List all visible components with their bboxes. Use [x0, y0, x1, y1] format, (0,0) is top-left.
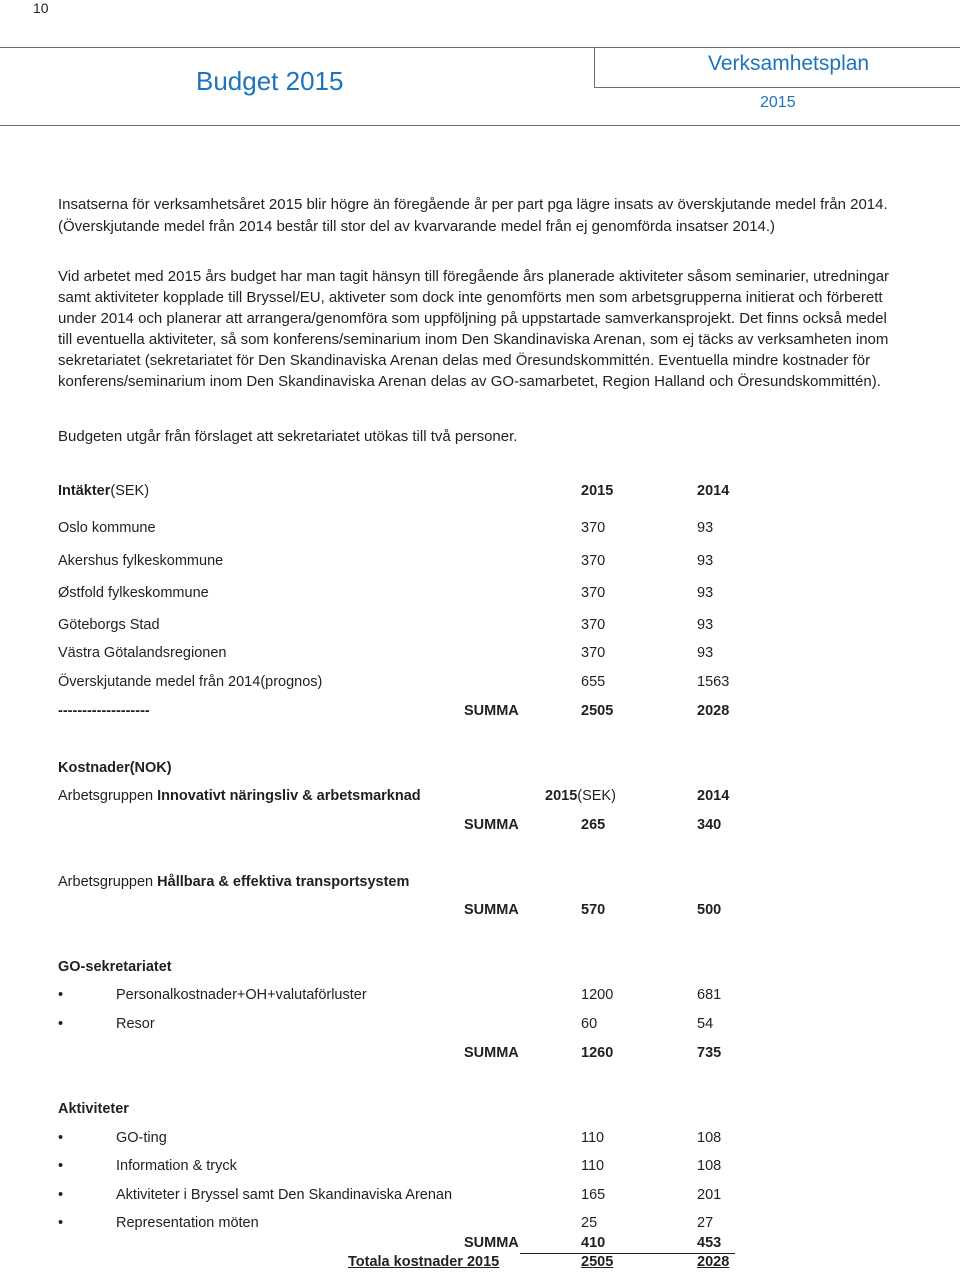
income-col-2015: 2015: [581, 483, 614, 499]
total-costs-label: Totala kostnader 2015: [348, 1254, 500, 1270]
section-title: Verksamhetsplan: [708, 52, 870, 75]
group2-summa-label: SUMMA: [464, 902, 519, 918]
activity-item-label: Aktiviteter i Bryssel samt Den Skandinaviska Arenan: [116, 1187, 453, 1203]
group1-col-2015-year: 2015: [545, 788, 578, 804]
income-value-2014: 93: [697, 585, 714, 601]
income-label: Østfold fylkeskommune: [58, 585, 209, 601]
secretariat-item-2014: 681: [697, 987, 722, 1003]
activity-item-2014: 108: [697, 1130, 722, 1146]
secretariat-item-2014: 54: [697, 1016, 714, 1032]
group1-summa-2015: 265: [581, 817, 606, 833]
activity-item-2015: 165: [581, 1187, 606, 1203]
body-paragraph-2: [58, 426, 903, 447]
total-costs-2015: 2505: [581, 1254, 614, 1270]
secretariat-summa-2015: 1260: [581, 1045, 614, 1061]
income-label: Överskjutande medel från 2014(prognos): [58, 674, 323, 690]
activity-item-2014: 27: [697, 1215, 714, 1231]
secretariat-heading: GO-sekretariatet: [58, 959, 172, 975]
activity-item-label: GO-ting: [116, 1130, 167, 1146]
activity-item-2014: 108: [697, 1158, 722, 1174]
bullet-icon: •: [58, 987, 64, 1003]
bullet-icon: •: [58, 1215, 64, 1231]
income-summa-2015: 2505: [581, 703, 614, 719]
income-label: Akershus fylkeskommune: [58, 553, 224, 569]
income-dashes: -------------------: [58, 703, 150, 719]
secretariat-item-label: Personalkostnader+OH+valutaförluster: [116, 987, 367, 1003]
income-col-2014: 2014: [697, 483, 730, 499]
activity-item-2014: 201: [697, 1187, 722, 1203]
activity-item-2015: 110: [581, 1130, 605, 1146]
group1-summa-label: SUMMA: [464, 817, 519, 833]
section-year: 2015: [760, 94, 796, 111]
header-vertical-rule: [594, 47, 595, 87]
costs-heading: Kostnader(NOK): [58, 760, 172, 776]
group1-col-2014: 2014: [697, 788, 730, 804]
income-summa-2014: 2028: [697, 703, 730, 719]
activities-summa-label: SUMMA: [464, 1235, 519, 1251]
group1-summa-2014: 340: [697, 817, 722, 833]
activity-item-label: Information & tryck: [116, 1158, 237, 1174]
secretariat-item-2015: 1200: [581, 987, 614, 1003]
income-heading-unit: (SEK): [110, 483, 150, 499]
income-label: Västra Götalandsregionen: [58, 645, 227, 661]
activities-heading: Aktiviteter: [58, 1101, 129, 1117]
secretariat-item-2015: 60: [581, 1016, 598, 1032]
activities-summa-2014: 453: [697, 1235, 722, 1251]
income-heading: [58, 483, 149, 499]
body-paragraph-1: [58, 266, 903, 392]
total-costs-2014: 2028: [697, 1254, 730, 1270]
secretariat-summa-2014: 735: [697, 1045, 722, 1061]
group1-heading: [58, 788, 421, 804]
page-number: 10: [33, 0, 49, 16]
activity-item-label: Representation möten: [116, 1215, 259, 1231]
bullet-icon: •: [58, 1016, 64, 1032]
bullet-icon: •: [58, 1187, 64, 1203]
income-value-2014: 1563: [697, 674, 730, 690]
group1-prefix: Arbetsgruppen: [58, 788, 158, 804]
group2-summa-2014: 500: [697, 902, 722, 918]
income-value-2014: 93: [697, 553, 714, 569]
income-value-2015: 655: [581, 674, 606, 690]
intro-paragraph: Insatserna för verksamhetsåret 2015 blir högre än föregående år per part pga lägre insats av överskjutande medel från 2014. (Överskjutande medel från 2014 består till stor del av kvarvarande medel från ej genomförda insatser 2014.): [58, 196, 888, 235]
group2-summa-2015: 570: [581, 902, 606, 918]
income-value-2015: 370: [581, 585, 606, 601]
income-value-2015: 370: [581, 520, 606, 536]
group1-col-2015: [545, 788, 616, 804]
header-inner-rule: [594, 87, 960, 88]
secretariat-summa-label: SUMMA: [464, 1045, 519, 1061]
income-value-2015: 370: [581, 617, 606, 633]
activity-item-2015: 110: [581, 1158, 605, 1174]
income-summa-label: SUMMA: [464, 703, 519, 719]
bullet-icon: •: [58, 1158, 64, 1174]
income-value-2015: 370: [581, 645, 606, 661]
income-value-2014: 93: [697, 617, 714, 633]
income-value-2015: 370: [581, 553, 606, 569]
group1-name: Innovativt näringsliv & arbetsmarknad: [157, 788, 421, 804]
body-paragraph-1-text: Vid arbetet med 2015 års budget har man tagit hänsyn till föregående års planerade aktiviteter såsom seminarier, utredningar samt aktiviteter kopplade till Bryssel/EU, aktiveter som dock inte genomförts men som arbetsgrupperna initierat och förberett under 2014 och planerar att arrangera/genomföra som uppföljning på uppstartade samverkansprojekt. Det finns också medel till eventuella aktiviteter, så som konferens/seminarium inom Den Skandinaviska Arenan, som ej täcks av verksamheten inom sekretariatet (sekretariatet för Den Skandinaviska Arenan delas med Öresundskommittén. Eventuella mindre kostnader för konferens/seminarium inom Den Skandinaviska Arenan delas av GO-samarbetet, Region Halland och Öresundskommittén).: [58, 268, 890, 390]
body-paragraph-2-text: Budgeten utgår från förslaget att sekretariatet utökas till två personer.: [58, 428, 518, 445]
secretariat-item-label: Resor: [116, 1016, 155, 1032]
group1-col-2015-unit: (SEK): [577, 788, 616, 804]
income-value-2014: 93: [697, 520, 714, 536]
page-title: Budget 2015: [196, 66, 344, 96]
header-top-rule: [0, 47, 960, 48]
group2-heading: [58, 874, 409, 890]
header-bottom-rule: [0, 125, 960, 126]
bullet-icon: •: [58, 1130, 64, 1146]
group2-prefix: Arbetsgruppen: [58, 874, 158, 890]
income-label: Oslo kommune: [58, 520, 156, 536]
income-value-2014: 93: [697, 645, 714, 661]
income-label: Göteborgs Stad: [58, 617, 160, 633]
activities-summa-2015: 410: [581, 1235, 606, 1251]
activity-item-2015: 25: [581, 1215, 598, 1231]
group2-name: Hållbara & effektiva transportsystem: [157, 874, 410, 890]
income-heading-bold: Intäkter: [58, 483, 111, 499]
